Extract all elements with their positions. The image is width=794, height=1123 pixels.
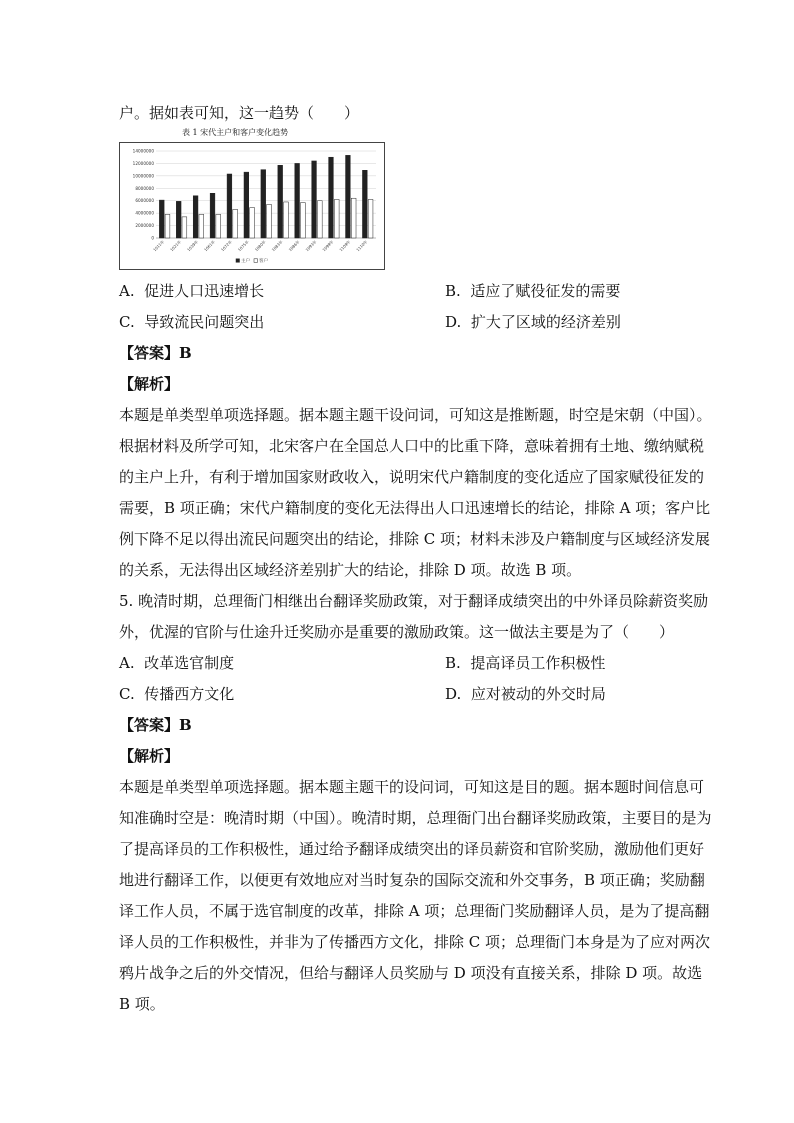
bar-客户: [165, 214, 170, 238]
bar-客户: [317, 201, 322, 238]
bar-chart: [120, 143, 384, 269]
q4-answer: 【答案】B: [119, 344, 192, 362]
bar-主户: [159, 200, 164, 238]
legend-swatch: [254, 259, 258, 263]
legend-swatch: [236, 259, 240, 263]
q5-option-d: D. 应对被动的外交时局: [445, 685, 606, 703]
x-tick-label: 1080年: [253, 239, 267, 253]
bar-主户: [295, 163, 300, 238]
q5-option-c: C. 传播西方文化: [119, 685, 235, 703]
bar-客户: [368, 199, 373, 238]
bar-客户: [351, 198, 356, 238]
q4-option-b: B. 适应了赋役征发的需要: [445, 282, 621, 300]
legend-label: 主户: [241, 259, 250, 264]
y-tick-label: 12000000: [132, 160, 154, 166]
q5-answer: 【答案】B: [119, 716, 192, 734]
q5-analysis-line: 本题是单类型单项选择题。据本题主题干的设问词，可知这是目的题。据本题时间信息可: [119, 778, 705, 796]
x-tick-label: 1021年: [169, 239, 183, 253]
q4-option-a: A. 促进人口迅速增长: [119, 282, 265, 300]
x-tick-label: 1083年: [270, 239, 284, 253]
bar-主户: [329, 157, 334, 238]
bar-主户: [210, 193, 215, 238]
bar-客户: [250, 208, 255, 238]
x-tick-label: 1086年: [287, 239, 301, 253]
bar-主户: [227, 174, 232, 238]
q4-analysis-line: 需要，B 项正确；宋代户籍制度的变化无法得出人口迅速增长的结论，排除 A 项；客户比: [119, 499, 711, 517]
q5-option-a: A. 改革选官制度: [119, 654, 235, 672]
q5-analysis-line: 知准确时空是：晚清时期（中国）。晚清时期，总理衙门出台翻译奖励政策，主要目的是为: [119, 809, 712, 827]
bar-主户: [312, 161, 317, 238]
y-tick-label: 2000000: [135, 223, 154, 229]
x-tick-label: 1099年: [321, 239, 335, 253]
q4-analysis-line: 根据材料及所学可知，北宋客户在全国总人口中的比重下降，意味着拥有土地、缴纳赋税: [119, 437, 705, 455]
q5-analysis-line: 译人员的工作积极性，并非为了传播西方文化，排除 C 项；总理衙门本身是为了应对两次: [119, 933, 711, 951]
q5-stem-line: 外，优渥的官阶与仕途升迁奖励亦是重要的激励政策。这一做法主要是为了（ ）: [119, 623, 675, 641]
q4-analysis-line: 的主户上升，有利于增加国家财政收入，说明宋代户籍制度的变化适应了国家赋役征发的: [119, 468, 705, 486]
legend-label: 客户: [259, 259, 268, 264]
x-tick-label: 1110年: [355, 239, 369, 253]
q5-analysis-line: 译工作人员，不属于选官制度的改革，排除 A 项；总理衙门奖励翻译人员，是为了提高翻: [119, 902, 710, 920]
bar-客户: [267, 204, 272, 238]
q4-analysis-line: 的关系，无法得出区域经济差别扩大的结论，排除 D 项。故选 B 项。: [119, 561, 582, 579]
bar-客户: [233, 209, 238, 238]
y-tick-label: 14000000: [132, 148, 154, 154]
y-tick-label: 8000000: [135, 185, 154, 191]
bar-主户: [278, 165, 283, 238]
bar-主户: [244, 172, 249, 238]
q4-analysis-line: 例下降不足以得出流民问题突出的结论，排除 C 项；材料未涉及户籍制度与区域经济发展: [119, 530, 711, 548]
bar-主户: [362, 170, 367, 238]
x-tick-label: 1075年: [236, 239, 250, 253]
y-tick-label: 4000000: [135, 210, 154, 216]
x-tick-label: 1072年: [219, 239, 233, 253]
x-tick-label: 1061年: [202, 239, 216, 253]
y-tick-label: 0: [151, 235, 154, 241]
q5-analysis-line: 地进行翻译工作，以便更有效地应对当时复杂的国际交流和外交事务，B 项正确；奖励翻: [119, 871, 705, 889]
q4-stem-tail: 户。据如表可知，这一趋势（ ）: [119, 104, 360, 122]
x-tick-label: 1039年: [185, 239, 200, 253]
x-tick-label: 1011年: [152, 239, 166, 253]
bar-客户: [199, 214, 204, 238]
q4-analysis-line: 本题是单类型单项选择题。据本题主题干设问词，可知这是推断题，时空是宋朝（中国）。: [119, 406, 712, 424]
bar-主户: [346, 155, 351, 238]
q5-option-b: B. 提高译员工作积极性: [445, 654, 606, 672]
bar-客户: [182, 217, 187, 238]
bar-主户: [176, 201, 181, 238]
bar-客户: [334, 199, 339, 238]
bar-主户: [261, 170, 266, 238]
bar-主户: [193, 196, 198, 238]
bar-客户: [284, 202, 289, 238]
q4-analysis-label: 【解析】: [119, 375, 180, 393]
y-tick-label: 6000000: [135, 198, 154, 204]
chart-title: 表 1 宋代主户和客户变化趋势: [182, 128, 289, 137]
x-tick-label: 1093年: [304, 239, 318, 253]
q5-analysis-line: B 项。: [119, 995, 165, 1013]
y-tick-label: 10000000: [132, 173, 154, 179]
chart-figure: [119, 142, 385, 270]
bar-客户: [301, 203, 306, 238]
x-tick-label: 1109年: [338, 239, 352, 253]
q4-option-c: C. 导致流民问题突出: [119, 313, 265, 331]
q4-option-d: D. 扩大了区域的经济差别: [445, 313, 621, 331]
bar-客户: [216, 214, 221, 238]
q5-analysis-line: 鸦片战争之后的外交情况，但给与翻译人员奖励与 D 项没有直接关系，排除 D 项。故选: [119, 964, 703, 982]
q5-analysis-line: 了提高译员的工作积极性，通过给予翻译成绩突出的译员薪资和官阶奖励，激励他们更好: [119, 840, 705, 858]
q5-analysis-label: 【解析】: [119, 747, 180, 765]
q5-stem-line: 5. 晚清时期，总理衙门相继出台翻译奖励政策，对于翻译成绩突出的中外译员除薪资奖励: [119, 592, 709, 610]
